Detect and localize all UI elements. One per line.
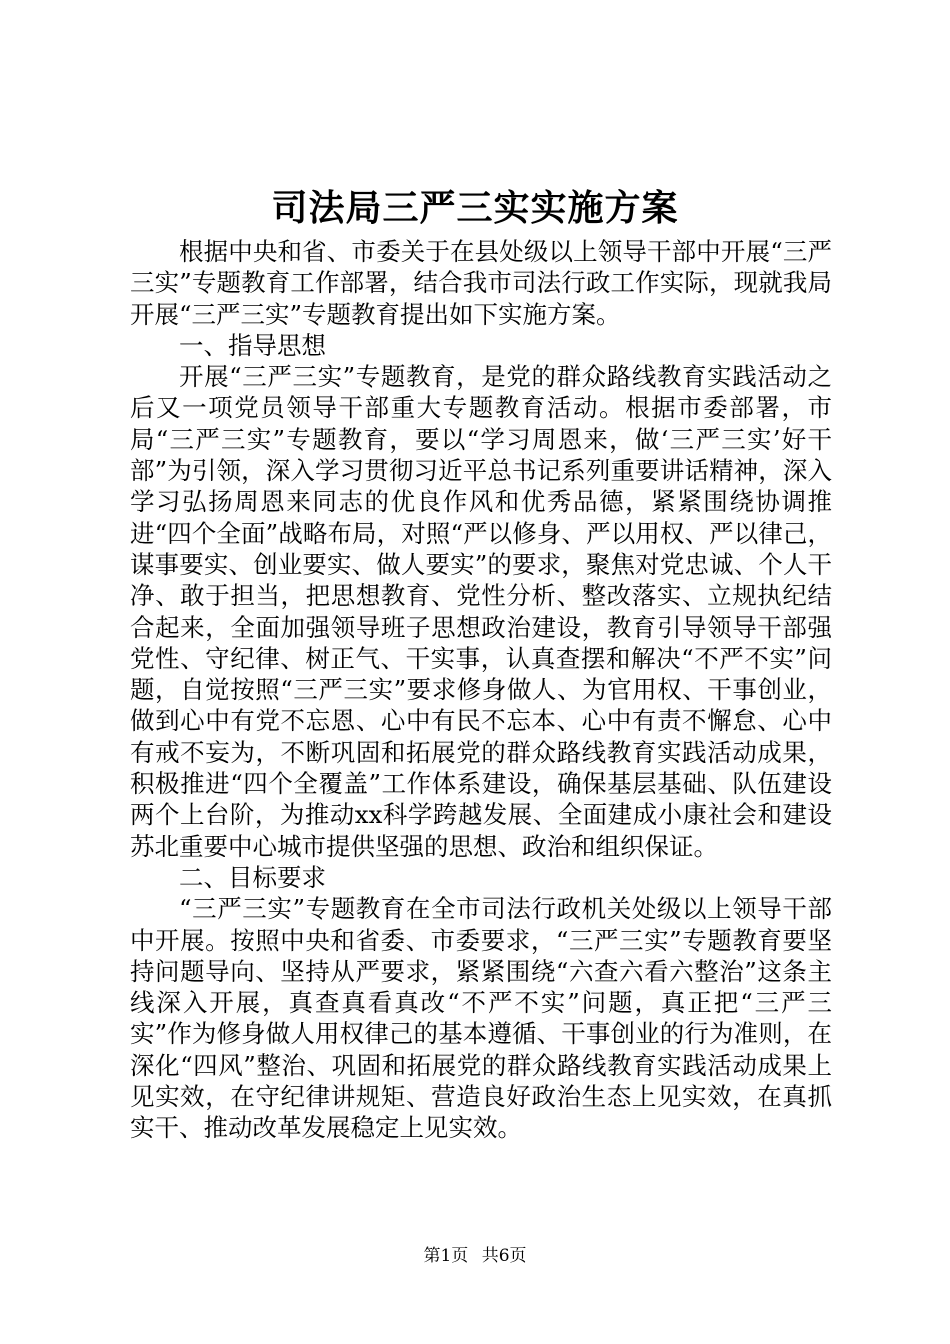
page-number-total: 共6页 (481, 1246, 527, 1266)
intro-paragraph: 根据中央和省、市委关于在县处级以上领导干部中开展“三严三实”专题教育工作部署，结合我市司法行政工作实际，现就我局开展“三严三实”专题教育提出如下实施方案。 (130, 237, 832, 329)
document-title: 司法局三严三实实施方案 (271, 187, 679, 229)
section-heading-guiding-thought: 一、指导思想 (179, 330, 326, 360)
page-number-current: 第1页 (423, 1246, 469, 1266)
document-body (130, 236, 832, 1144)
section-heading-goals: 二、目标要求 (179, 862, 326, 892)
page-footer (0, 1244, 950, 1268)
section-body-guiding-thought: 开展“三严三实”专题教育，是党的群众路线教育实践活动之后又一项党员领导干部重大专题教育活动。根据市委部署，市局“三严三实”专题教育，要以“学习周恩来，做‘三严三实’好干部”为引领，深入学习贯彻习近平总书记系列重要讲话精神，深入学习弘扬周恩来同志的优良作风和优秀品德，紧紧围绕协调推进“四个全面”战略布局，对照“严以修身、严以用权、严以律己，谋事要实、创业要实、做人要实”的要求，聚焦对党忠诚、个人干净、敢于担当，把思想教育、党性分析、整改落实、立规执纪结合起来，全面加强领导班子思想政治建设，教育引导领导干部强党性、守纪律、树正气、干实事，认真查摆和解决“不严不实”问题，自觉按照“三严三实”要求修身做人、为官用权、干事创业，做到心中有党不忘恩、心中有民不忘本、心中有责不懈怠、心中有戒不妄为，不断巩固和拓展党的群众路线教育实践活动成果，积极推进“四个全覆盖”工作体系建设，确保基层基础、队伍建设两个上台阶，为推动xx科学跨越发展、全面建成小康社会和建设苏北重要中心城市提供坚强的思想、政治和组织保证。 (130, 362, 832, 861)
section-body-goals: “三严三实”专题教育在全市司法行政机关处级以上领导干部中开展。按照中央和省委、市委要求，“三严三实”专题教育要坚持问题导向、坚持从严要求，紧紧围绕“六查六看六整治”这条主线深入开展，真查真看真改“不严不实”问题，真正把“三严三实”作为修身做人用权律己的基本遵循、干事创业的行为准则，在深化“四风”整治、巩固和拓展党的群众路线教育实践活动成果上见实效，在守纪律讲规矩、营造良好政治生态上见实效，在真抓实干、推动改革发展稳定上见实效。 (130, 894, 832, 1143)
